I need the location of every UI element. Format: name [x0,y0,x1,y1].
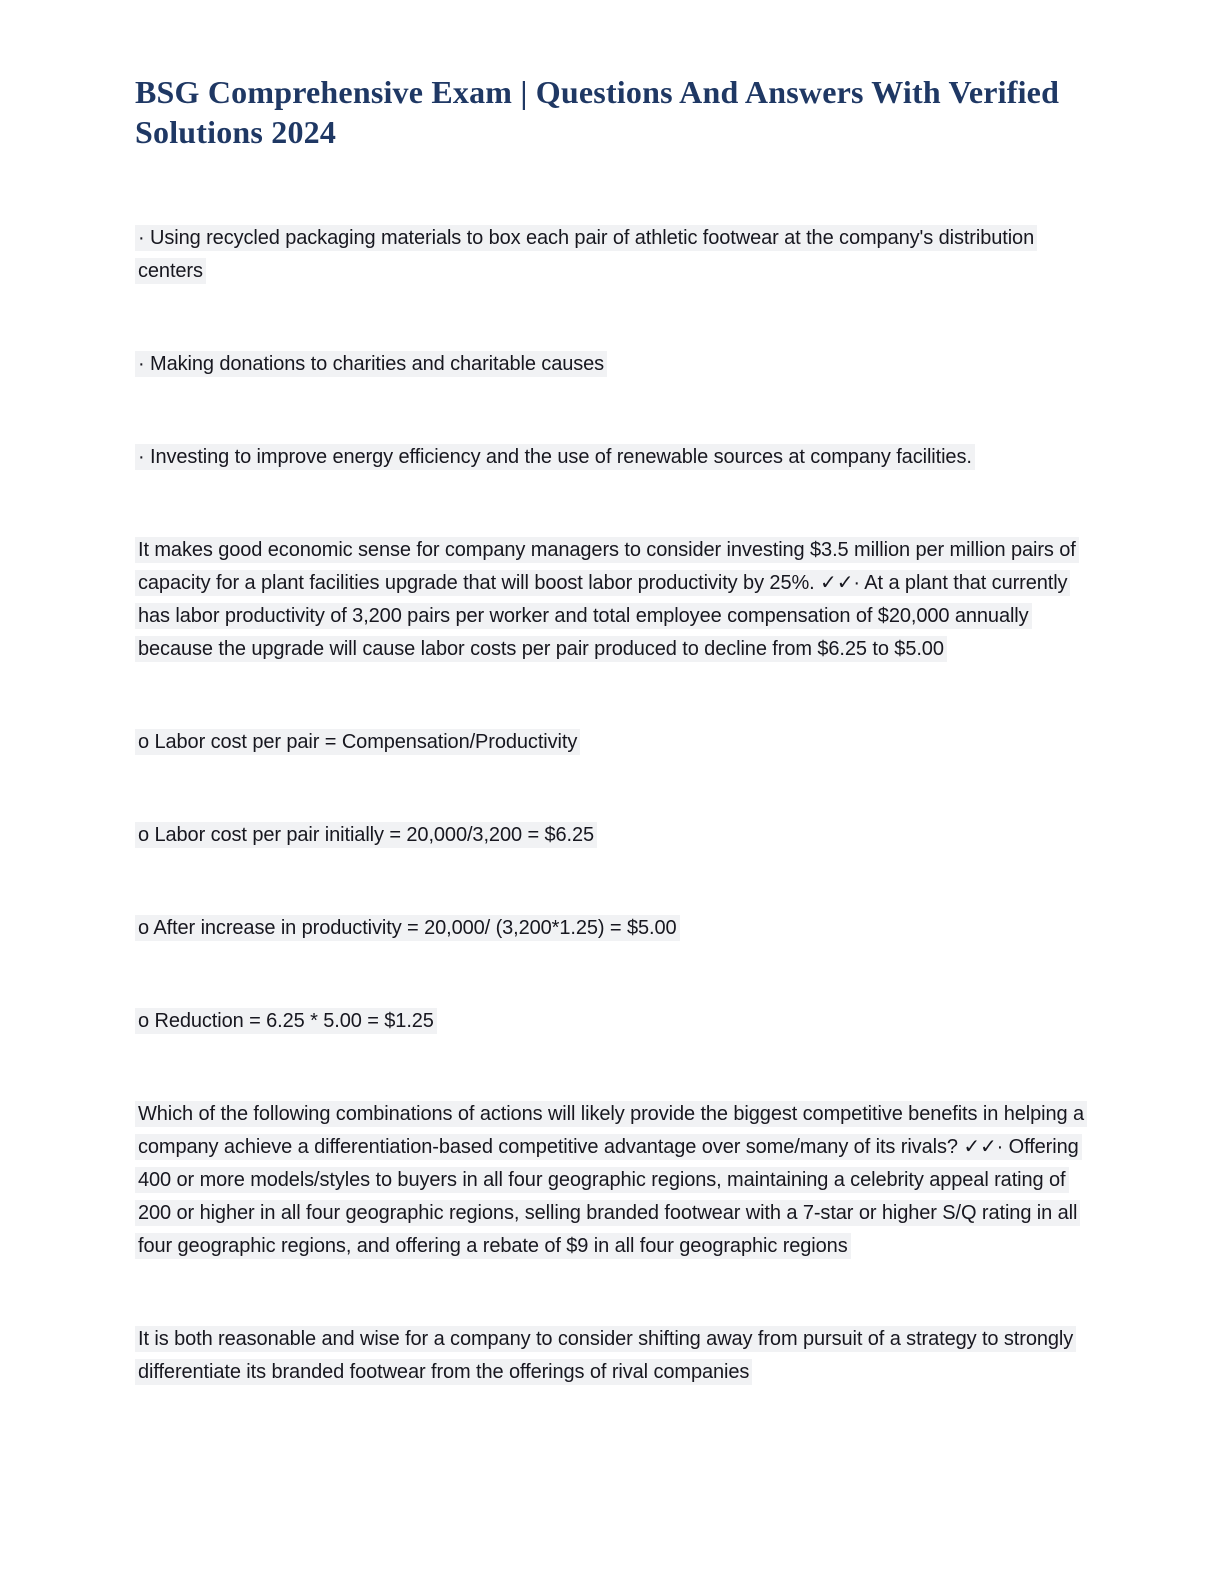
highlighted-text: · Making donations to charities and charitable causes [135,351,607,377]
highlighted-text: It makes good economic sense for company managers to consider investing $3.5 million per million pairs of capacity for a plant facilities upgrade that will boost labor productivity by 25%. ✓✓· At a plant that currently has labor productivity of 3,200 pairs per worker and total employee compensation of $20,000 annually because the upgrade will cause labor costs per pair produced to decline from $6.25 to $5.00 [135,537,1079,662]
paragraph-question-strategy-shift [135,1323,1092,1389]
highlighted-text: o After increase in productivity = 20,000/ (3,200*1.25) = $5.00 [135,915,680,941]
paragraph-bullet-donations [135,348,1092,381]
paragraph-sub-labor-cost-initial [135,819,1092,852]
highlighted-text: It is both reasonable and wise for a company to consider shifting away from pursuit of a strategy to strongly differentiate its branded footwear from the offerings of rival companies [135,1326,1076,1385]
paragraph-bullet-recycled-packaging [135,222,1092,288]
document-title: BSG Comprehensive Exam | Questions And Answers With Verified Solutions 2024 [135,74,1060,150]
paragraph-sub-labor-cost-formula [135,726,1092,759]
highlighted-text: o Labor cost per pair = Compensation/Productivity [135,729,580,755]
paragraph-sub-after-productivity-increase [135,912,1092,945]
highlighted-text: o Reduction = 6.25 * 5.00 = $1.25 [135,1008,437,1034]
paragraph-question-plant-upgrade [135,534,1092,666]
paragraph-sub-reduction [135,1005,1092,1038]
highlighted-text: o Labor cost per pair initially = 20,000/3,200 = $6.25 [135,822,597,848]
paragraph-bullet-energy-efficiency [135,441,1092,474]
highlighted-text: · Investing to improve energy efficiency and the use of renewable sources at company facilities. [135,444,975,470]
highlighted-text: Which of the following combinations of actions will likely provide the biggest competitive benefits in helping a company achieve a differentiation-based competitive advantage over some/many of its rivals? ✓✓· Offering 400 or more models/styles to buyers in all four geographic regions, maintaining a celebrity appeal rating of 200 or higher in all four geographic regions, selling branded footwear with a 7-star or higher S/Q rating in all four geographic regions, and offering a rebate of $9 in all four geographic regions [135,1101,1087,1259]
highlighted-text: · Using recycled packaging materials to box each pair of athletic footwear at the company's distribution centers [135,225,1037,284]
paragraph-question-differentiation-advantage [135,1098,1092,1263]
